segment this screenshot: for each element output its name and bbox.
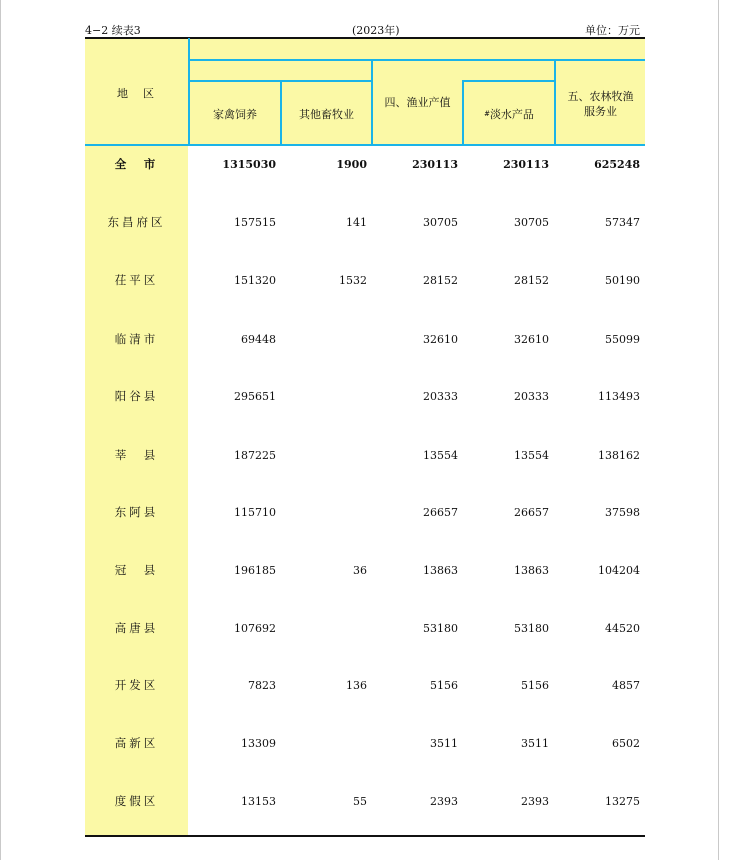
region-name: 阳谷县 [114, 389, 159, 403]
value-cell-col5: 13275 [605, 794, 640, 808]
value-cell-col5: 44520 [605, 621, 640, 635]
value-cell-col2: 36 [353, 563, 367, 577]
value-cell-col5: 37598 [605, 505, 640, 519]
table-row [85, 675, 645, 695]
region-name: 高新区 [114, 736, 159, 750]
value-cell-col3: 20333 [423, 389, 458, 403]
value-cell-col2: 1532 [339, 273, 367, 287]
table-row [85, 212, 645, 232]
region-name: 莘 县 [114, 448, 159, 462]
table-row [85, 329, 645, 349]
value-cell-col2: 141 [346, 215, 367, 229]
value-cell-col4: 30705 [514, 215, 549, 229]
value-cell-col4: 2393 [521, 794, 549, 808]
value-cell-col3: 32610 [423, 332, 458, 346]
page-right-edge [718, 0, 719, 860]
table-row [85, 791, 645, 811]
table-row [85, 154, 645, 174]
header-bottom-line [85, 144, 645, 146]
value-cell-col4: 13863 [514, 563, 549, 577]
col-service-line2: 服务业 [584, 105, 617, 118]
col-other-livestock-header: 其他畜牧业 [299, 107, 354, 121]
table-row [85, 386, 645, 406]
value-cell-col1: 107692 [234, 621, 276, 635]
header-hline-1 [190, 59, 645, 61]
unit-label: 单位：万元 [585, 24, 640, 37]
table-id: 4−2 续表3 [85, 24, 141, 37]
value-cell-col3: 2393 [430, 794, 458, 808]
value-cell-col1: 1315030 [222, 157, 276, 171]
value-cell-col4: 5156 [521, 678, 549, 692]
col-freshwater-header [464, 104, 554, 124]
value-cell-col2: 1900 [336, 157, 367, 171]
value-cell-col4: 32610 [514, 332, 549, 346]
region-name: 东阿县 [114, 505, 159, 519]
value-cell-col1: 7823 [248, 678, 276, 692]
value-cell-col1: 13309 [241, 736, 276, 750]
value-cell-col3: 26657 [423, 505, 458, 519]
value-cell-col4: 20333 [514, 389, 549, 403]
page-left-edge [0, 0, 1, 860]
value-cell-col5: 138162 [598, 448, 640, 462]
col-freshwater-mark: # [484, 109, 490, 118]
table-row [85, 618, 645, 638]
value-cell-col3: 5156 [430, 678, 458, 692]
value-cell-col1: 115710 [234, 505, 276, 519]
table-row [85, 445, 645, 465]
value-cell-col3: 230113 [412, 157, 458, 171]
value-cell-col1: 157515 [234, 215, 276, 229]
top-rule [85, 37, 645, 39]
value-cell-col4: 28152 [514, 273, 549, 287]
value-cell-col2: 55 [353, 794, 367, 808]
value-cell-col5: 57347 [605, 215, 640, 229]
table-row [85, 560, 645, 580]
region-name: 冠 县 [114, 563, 159, 577]
region-header: 地 区 [117, 86, 156, 100]
value-cell-col1: 13153 [241, 794, 276, 808]
header-divider-vertical [188, 38, 190, 145]
region-name: 临清市 [114, 332, 159, 346]
col-service-header [556, 87, 645, 121]
value-cell-col5: 50190 [605, 273, 640, 287]
col-fishery-header: 四、渔业产值 [384, 95, 451, 109]
col-service-line1: 五、农林牧渔 [567, 90, 634, 103]
table-row [85, 502, 645, 522]
value-cell-col4: 53180 [514, 621, 549, 635]
value-cell-col5: 55099 [605, 332, 640, 346]
bottom-rule [85, 835, 645, 837]
region-name: 全 市 [114, 157, 159, 171]
region-name: 东昌府区 [107, 215, 166, 229]
value-cell-col1: 187225 [234, 448, 276, 462]
year-label: (2023年) [352, 24, 400, 37]
col-poultry-header: 家禽饲养 [213, 107, 257, 121]
value-cell-col1: 295651 [234, 389, 276, 403]
value-cell-col3: 13863 [423, 563, 458, 577]
table-row [85, 270, 645, 290]
value-cell-col2: 136 [346, 678, 367, 692]
header-hline-3 [463, 80, 555, 82]
value-cell-col1: 196185 [234, 563, 276, 577]
value-cell-col5: 6502 [612, 736, 640, 750]
value-cell-col3: 53180 [423, 621, 458, 635]
value-cell-col3: 30705 [423, 215, 458, 229]
region-name: 高唐县 [114, 621, 159, 635]
value-cell-col5: 625248 [594, 157, 640, 171]
table-row [85, 733, 645, 753]
value-cell-col5: 104204 [598, 563, 640, 577]
value-cell-col3: 28152 [423, 273, 458, 287]
value-cell-col4: 26657 [514, 505, 549, 519]
value-cell-col4: 230113 [503, 157, 549, 171]
value-cell-col5: 4857 [612, 678, 640, 692]
region-name: 茌平区 [114, 273, 159, 287]
value-cell-col1: 151320 [234, 273, 276, 287]
region-name: 度假区 [114, 794, 159, 808]
value-cell-col4: 13554 [514, 448, 549, 462]
value-cell-col4: 3511 [521, 736, 549, 750]
value-cell-col1: 69448 [241, 332, 276, 346]
col-freshwater-label: 淡水产品 [489, 107, 534, 121]
region-name: 开发区 [114, 678, 159, 692]
value-cell-col3: 13554 [423, 448, 458, 462]
value-cell-col5: 113493 [598, 389, 640, 403]
value-cell-col3: 3511 [430, 736, 458, 750]
